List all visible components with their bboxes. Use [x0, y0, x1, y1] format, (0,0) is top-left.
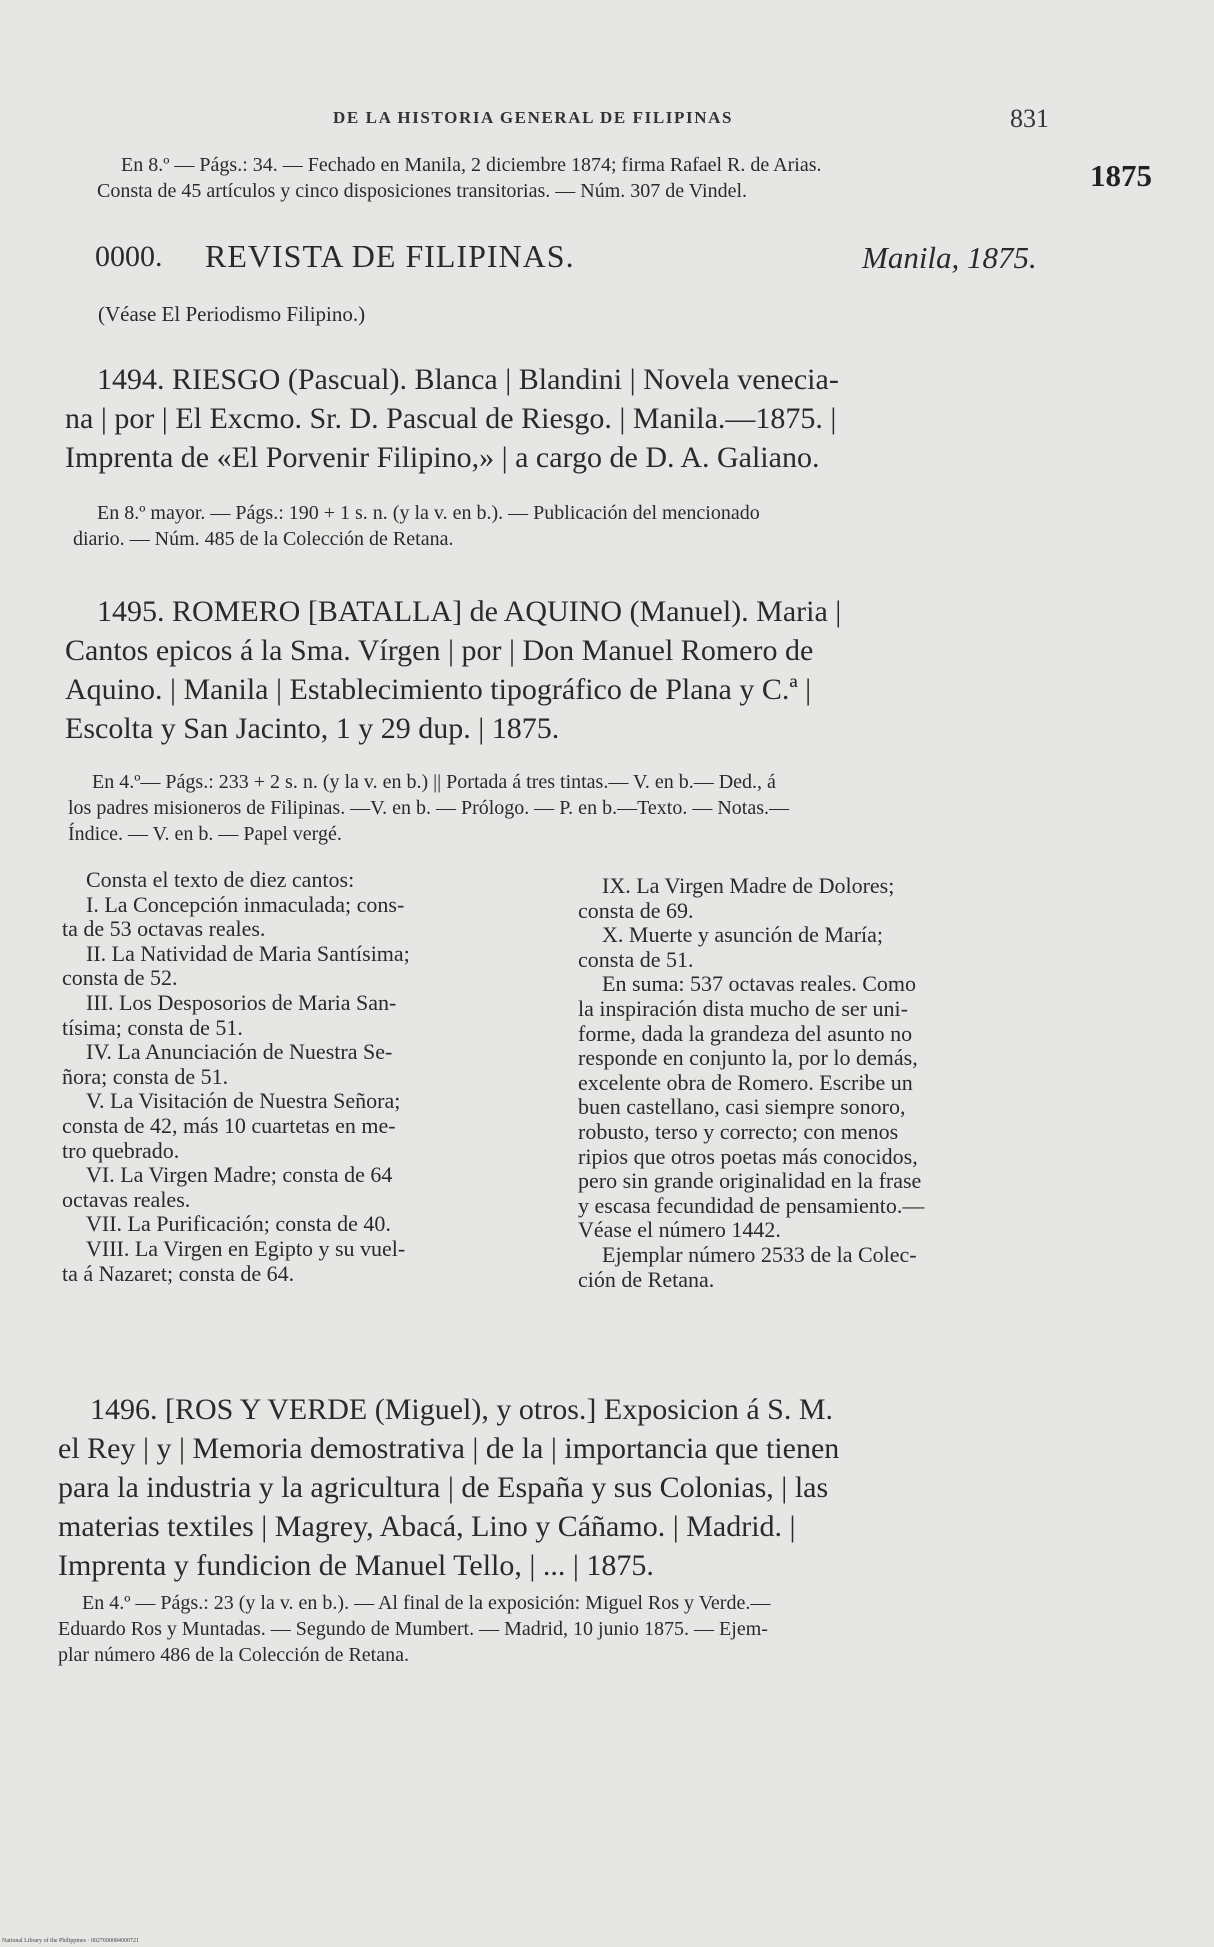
previous-entry-note: En 8.º — Págs.: 34. — Fechado en Manila, 2 diciembre 1874; firma Rafael R. de Arias. Consta de 45 artículos y cinco disposiciones transitorias. — Núm. 307 de Vindel. — [97, 154, 822, 202]
entry-0000-see-also: (Véase El Periodismo Filipino.) — [98, 302, 366, 326]
scan-credit: National Library of the Philippines · 0027600084000721 — [2, 1938, 139, 1944]
entry-0000-place-year: Manila, 1875. — [862, 240, 1037, 275]
running-title: DE LA HISTORIA GENERAL DE FILIPINAS — [333, 108, 734, 127]
page-number: 831 — [1010, 104, 1049, 133]
entry-0000-title: REVISTA DE FILIPINAS. — [205, 238, 575, 274]
entry-1496-notes: En 4.º — Págs.: 23 (y la v. en b.). — Al final de la exposición: Miguel Ros y Verde.— Eduardo Ros y Muntadas. — Segundo de Mumbert. — Madrid, 10 junio 1875. — Ejem- plar número 486 de la Colección de Retana. — [58, 1592, 771, 1666]
entry-0000-number: 0000. — [95, 240, 163, 273]
entry-1495-cantos-left-column: Consta el texto de diez cantos: I. La Concepción inmaculada; cons- ta de 53 octavas reales. II. La Natividad de Maria Santísima; consta de 52. III. Los Desposorios de Maria San- tísima; consta de 51. IV. La Anunciación de Nuestra Se- ñora; consta de 51. V. La Visitación de Nuestra Señora; consta de 42, más 10 cuartetas en me- tro quebrado. VI. La Virgen Madre; consta de 64 octavas reales. VII. La Purificación; consta de 40. VIII. La Virgen en Egipto y su vuel- ta á Nazaret; consta de 64. — [62, 867, 410, 1286]
entry-1495-notes: En 4.º— Págs.: 233 + 2 s. n. (y la v. en b.) || Portada á tres tintas.— V. en b.— Ded., á los padres misioneros de Filipinas. —V. en b. — Prólogo. — P. en b.—Texto. — Notas.— Índice. — V. en b. — Papel vergé. — [68, 771, 789, 845]
entry-1494-notes: En 8.º mayor. — Págs.: 190 + 1 s. n. (y la v. en b.). — Publicación del mencionado diario. — Núm. 485 de la Colección de Retana. — [73, 502, 760, 550]
entry-1496-title: 1496. [ROS Y VERDE (Miguel), y otros.] Exposicion á S. M. el Rey | y | Memoria demostrativa | de la | importancia que tienen para la industria y la agricultura | de España y sus Colonias, | las materias textiles | Magrey, Abacá, Lino y Cáñamo. | Madrid. | Imprenta y fundicion de Manuel Tello, | ... | 1875. — [58, 1393, 840, 1582]
entry-1494-title: 1494. RIESGO (Pascual). Blanca | Blandini | Novela venecia- na | por | El Excmo. Sr. D. Pascual de Riesgo. | Manila.—1875. | Imprenta de «El Porvenir Filipino,» | a cargo de D. A. Galiano. — [65, 363, 839, 474]
margin-year: 1875 — [1090, 158, 1152, 193]
entry-1495-title: 1495. ROMERO [BATALLA] de AQUINO (Manuel). Maria | Cantos epicos á la Sma. Vírgen | por | Don Manuel Romero de Aquino. | Manila | Establecimiento tipográfico de Plana y C.ª | Escolta y San Jacinto, 1 y 29 dup. | 1875. — [65, 595, 842, 745]
entry-1495-cantos-right-column: IX. La Virgen Madre de Dolores; consta de 69. X. Muerte y asunción de María; consta de 51. En suma: 537 octavas reales. Como la inspiración dista mucho de ser uni- forme, dada la grandeza del asunto no responde en conjunto la, por lo demás, excelente obra de Romero. Escribe un buen castellano, casi siempre sonoro, robusto, terso y correcto; con menos ripios que otros poetas más conocidos, pero sin grande originalidad en la frase y escasa fecundidad de pensamiento.— Véase el número 1442. Ejemplar número 2533 de la Colec- ción de Retana. — [578, 873, 925, 1292]
